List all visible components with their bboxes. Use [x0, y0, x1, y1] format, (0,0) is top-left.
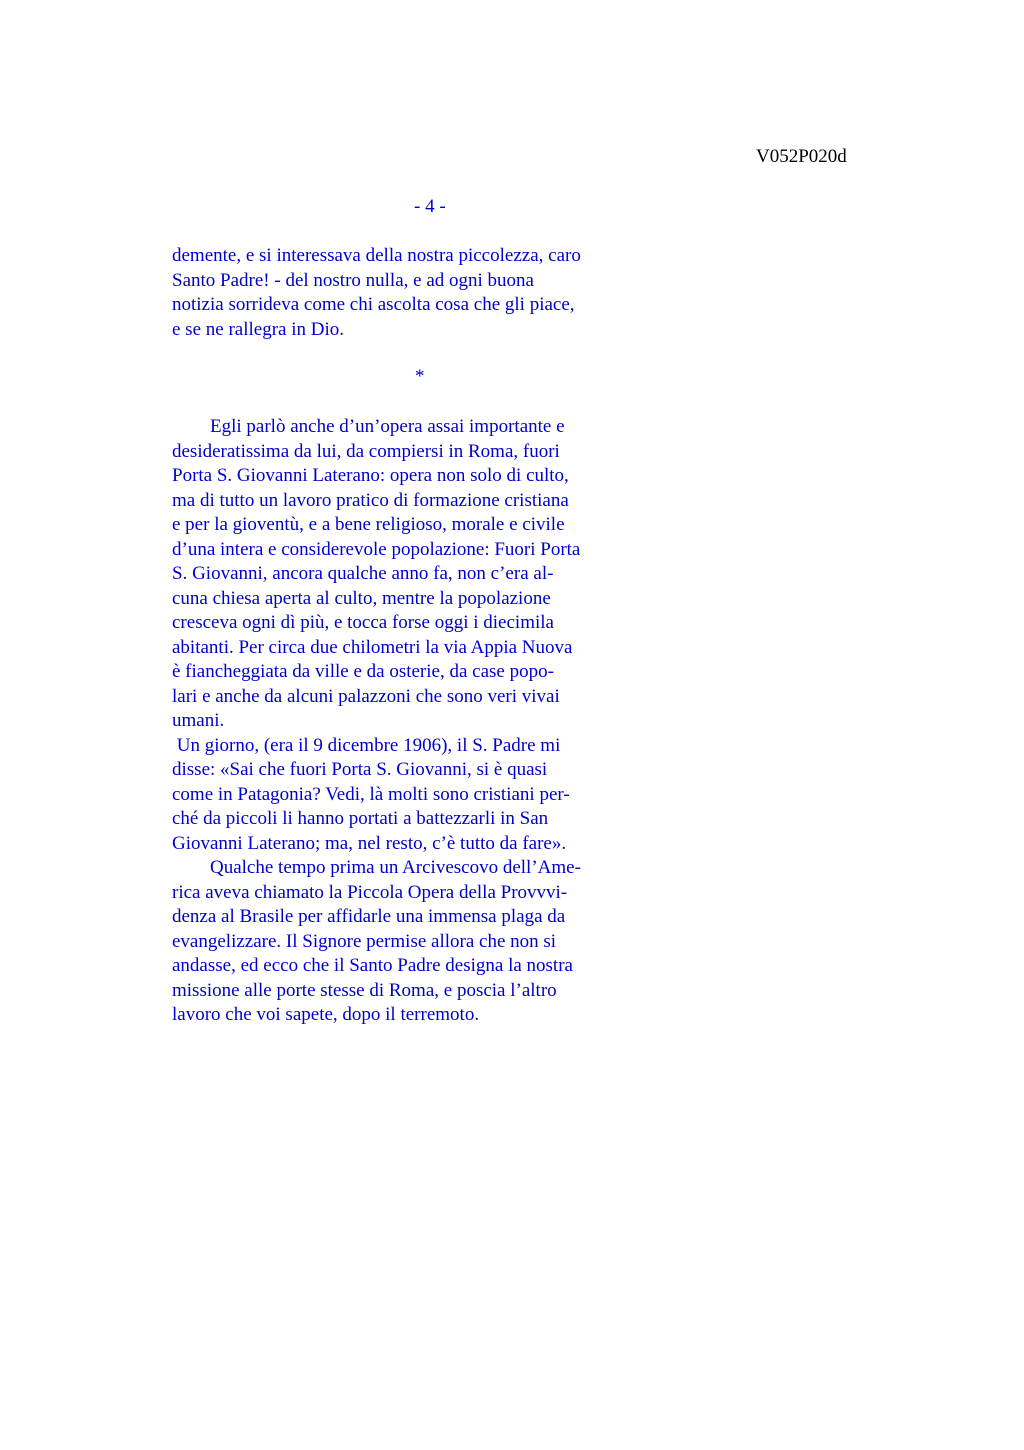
text-line: ma di tutto un lavoro pratico di formazione cristiana — [172, 489, 569, 511]
text-line: disse: «Sai che fuori Porta S. Giovanni, si è quasi — [172, 759, 548, 780]
text-line: Santo Padre! - del nostro nulla, e ad ogni buona — [172, 269, 534, 291]
text-line: lavoro che voi sapete, dopo il terremoto. — [172, 1004, 480, 1025]
text-line: abitanti. Per circa due chilometri la via Appia Nuova — [172, 636, 573, 658]
page-id: V052P020d — [756, 146, 847, 167]
text-line: d’una intera e considerevole popolazione: Fuori Porta — [172, 538, 581, 560]
section-separator: * — [415, 366, 425, 387]
text-line: ché da piccoli li hanno portati a battezzarli in San — [172, 808, 549, 829]
paragraph-continuation — [172, 244, 581, 342]
text-line: rica aveva chiamato la Piccola Opera della Provvvi- — [172, 881, 568, 903]
text-line: e per la gioventù, e a bene religioso, morale e civile — [172, 514, 565, 535]
text-line: S. Giovanni, ancora qualche anno fa, non c’era al- — [172, 563, 554, 584]
text-line: Porta S. Giovanni Laterano: opera non solo di culto, — [172, 465, 569, 486]
text-line: cuna chiesa aperta al culto, mentre la popolazione — [172, 587, 551, 609]
paragraph-main — [172, 415, 581, 1028]
text-line: Giovanni Laterano; ma, nel resto, c’è tutto da fare». — [172, 832, 567, 854]
text-line: Qualche tempo prima un Arcivescovo dell’Ame- — [172, 857, 581, 878]
text-line: missione alle porte stesse di Roma, e poscia l’altro — [172, 979, 557, 1001]
text-line: è fiancheggiata da ville e da osterie, da case popo- — [172, 661, 554, 682]
text-line: notizia sorrideva come chi ascolta cosa che gli piace, — [172, 294, 575, 315]
text-line: evangelizzare. Il Signore permise allora che non si — [172, 930, 557, 952]
text-line: demente, e si interessava della nostra piccolezza, caro — [172, 245, 581, 266]
text-line: desideratissima da lui, da compiersi in Roma, fuori — [172, 440, 560, 462]
text-line: lari e anche da alcuni palazzoni che sono veri vivai — [172, 685, 560, 707]
text-line: cresceva ogni dì più, e tocca forse oggi i diecimila — [172, 612, 554, 633]
text-line: come in Patagonia? Vedi, là molti sono cristiani per- — [172, 783, 570, 805]
page-number: - 4 - — [414, 196, 446, 217]
text-line: Un giorno, (era il 9 dicembre 1906), il S. Padre mi — [172, 734, 561, 756]
text-line: e se ne rallegra in Dio. — [172, 318, 344, 340]
text-line: andasse, ed ecco che il Santo Padre designa la nostra — [172, 955, 573, 976]
text-line: denza al Brasile per affidarle una immensa plaga da — [172, 906, 566, 927]
text-line: Egli parlò anche d’un’opera assai importante e — [172, 416, 565, 437]
text-line: umani. — [172, 710, 225, 731]
